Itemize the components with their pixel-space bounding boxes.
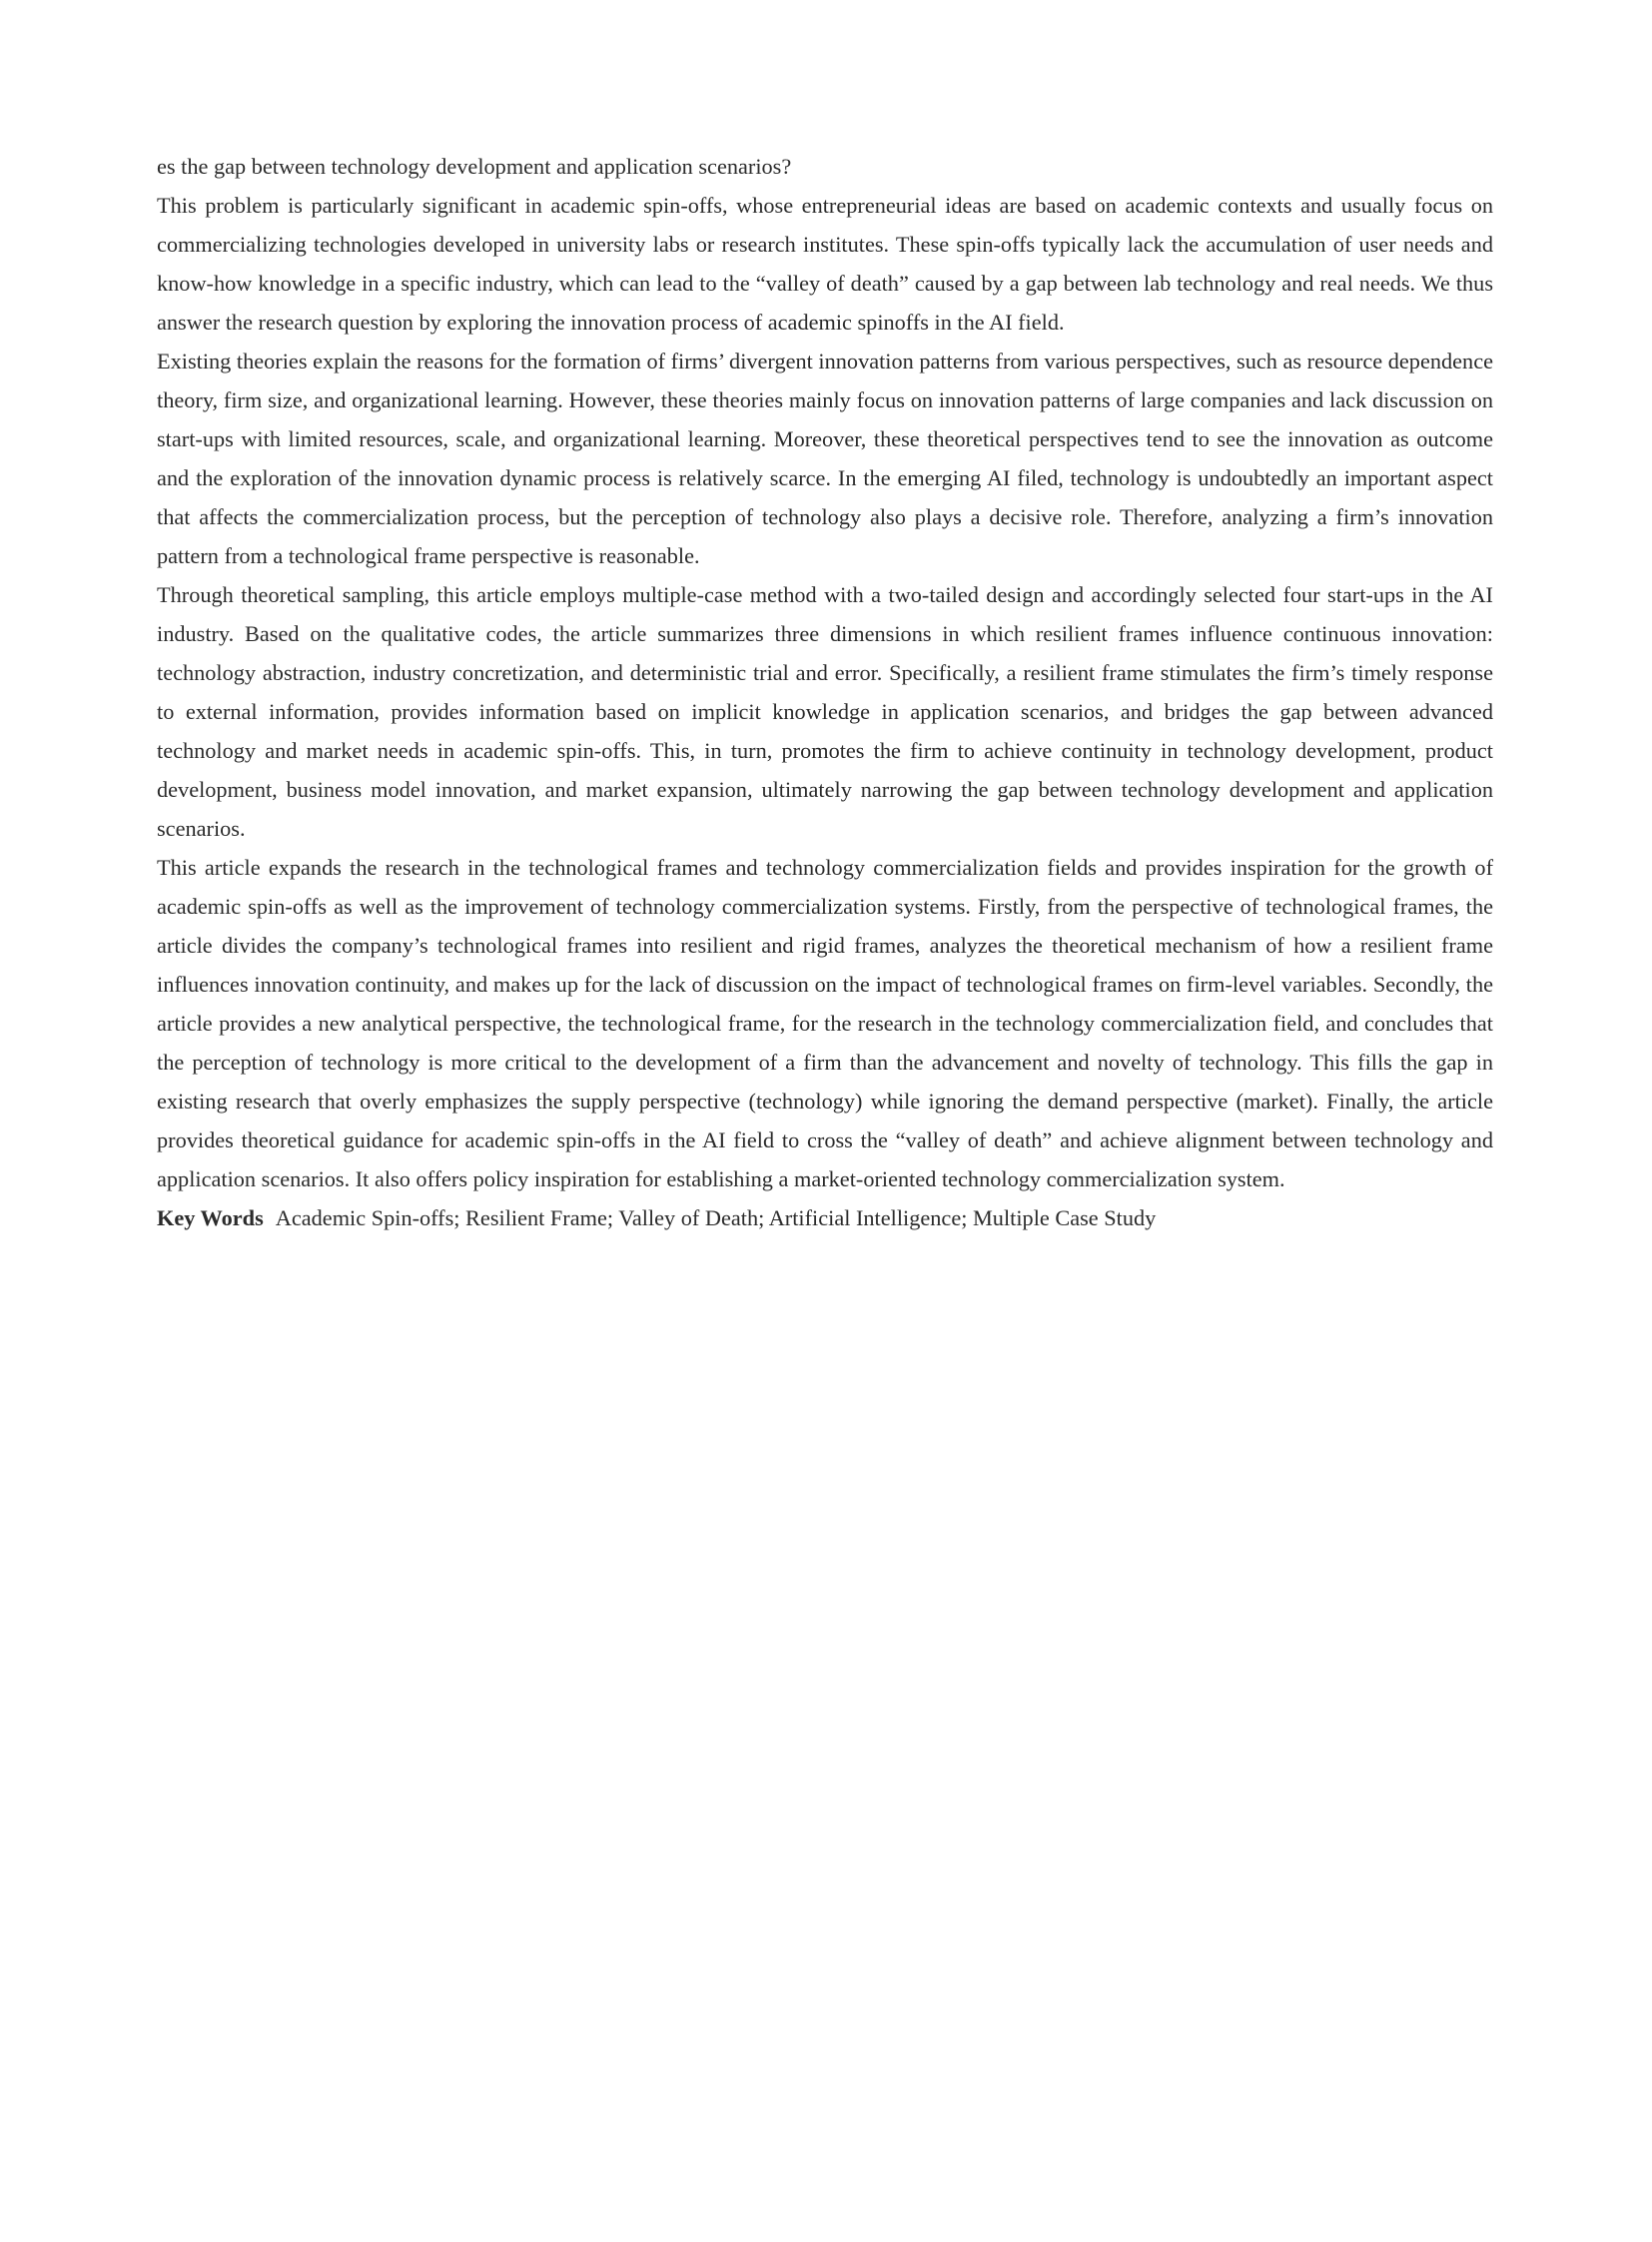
paragraph-continuation: es the gap between technology development and application scenarios? [157,154,792,179]
keywords-line [157,1198,1493,1237]
paragraph-method: Through theoretical sampling, this article employs multiple-case method with a two-tailed design and accordingly selected four start-ups in the AI industry. Based on the qualitative codes, the article summarizes three dimensions in which resilient frames influence continuous innovation: technology abstraction, industry concretization, and deterministic trial and error. Specifically, a resilient frame stimulates the firm’s timely response to external information, provides information based on implicit knowledge in application scenarios, and bridges the gap between advanced technology and market needs in academic spin-offs. This, in turn, promotes the firm to achieve continuity in technology development, product development, business model innovation, and market expansion, ultimately narrowing the gap between technology development and application scenarios. [157,582,1493,841]
keywords-text: Academic Spin-offs; Resilient Frame; Valley of Death; Artificial Intelligence; Multiple Case Study [275,1205,1157,1230]
paragraph-theories: Existing theories explain the reasons for the formation of firms’ divergent innovation patterns from various perspectives, such as resource dependence theory, firm size, and organizational learning. However, these theories mainly focus on innovation patterns of large companies and lack discussion on start-ups with limited resources, scale, and organizational learning. Moreover, these theoretical perspectives tend to see the innovation as outcome and the exploration of the innovation dynamic process is relatively scarce. In the emerging AI filed, technology is undoubtedly an important aspect that affects the commercialization process, but the perception of technology also plays a decisive role. Therefore, analyzing a firm’s innovation pattern from a technological frame perspective is reasonable. [157,349,1493,568]
document-page [157,147,1493,1237]
paragraph-problem: This problem is particularly significant in academic spin-offs, whose entrepreneurial ideas are based on academic contexts and usually focus on commercializing technologies developed in university labs or research institutes. These spin-offs typically lack the accumulation of user needs and know-how knowledge in a specific industry, which can lead to the “valley of death” caused by a gap between lab technology and real needs. We thus answer the research question by exploring the innovation process of academic spinoffs in the AI field. [157,193,1493,335]
paragraph-contributions: This article expands the research in the technological frames and technology commercialization fields and provides inspiration for the growth of academic spin-offs as well as the improvement of technology commercialization systems. Firstly, from the perspective of technological frames, the article divides the company’s technological frames into resilient and rigid frames, analyzes the theoretical mechanism of how a resilient frame influences innovation continuity, and makes up for the lack of discussion on the impact of technological frames on firm-level variables. Secondly, the article provides a new analytical perspective, the technological frame, for the research in the technology commercialization field, and concludes that the perception of technology is more critical to the development of a firm than the advancement and novelty of technology. This fills the gap in existing research that overly emphasizes the supply perspective (technology) while ignoring the demand perspective (market). Finally, the article provides theoretical guidance for academic spin-offs in the AI field to cross the “valley of death” and achieve alignment between technology and application scenarios. It also offers policy inspiration for establishing a market-oriented technology commercialization system. [157,855,1493,1191]
keywords-label: Key Words [157,1205,264,1230]
